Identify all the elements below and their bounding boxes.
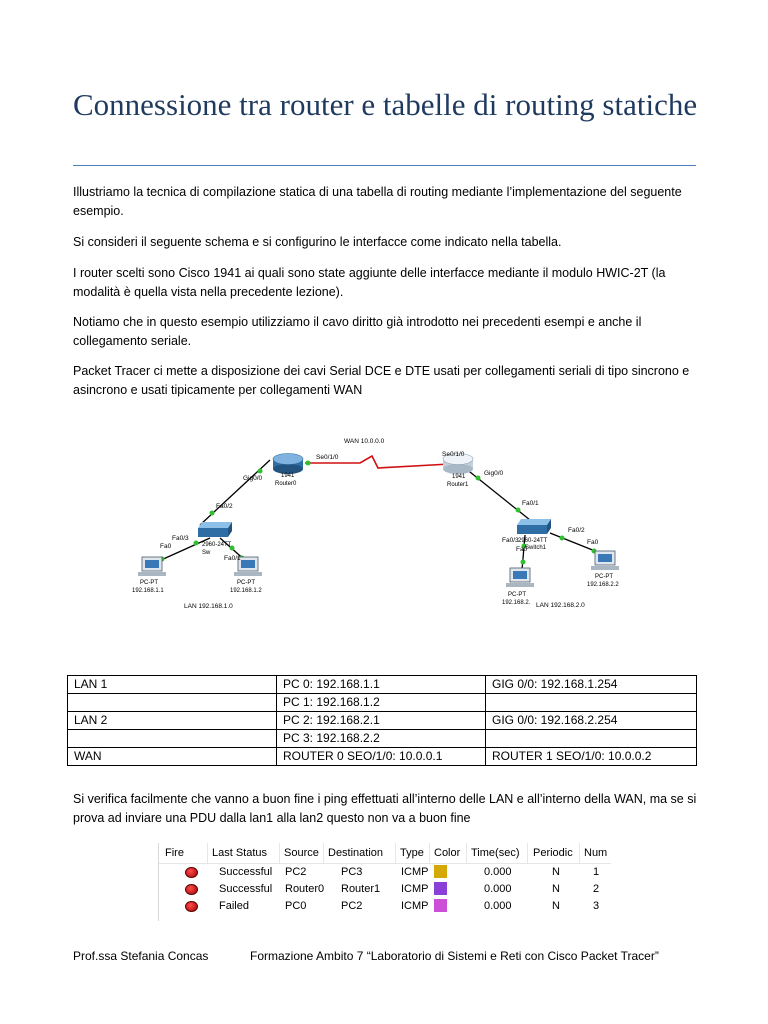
pdu-periodic: N xyxy=(552,866,560,878)
pc3-ip-label: 192.168.2.2 xyxy=(587,582,619,588)
pdu-color-swatch xyxy=(434,865,447,878)
address-table xyxy=(67,675,697,766)
paragraph-ping-result: Si verifica facilmente che vanno a buon fine i ping effettuati all’interno delle LAN e all’interno della WAN, ma se si prova ad inviare una PDU dalla lan1 alla lan2 questo non va a buon fine xyxy=(73,792,697,825)
address-table-cell: ROUTER 1 SEO/1/0: 10.0.0.2 xyxy=(486,748,697,766)
pdu-time: 0.000 xyxy=(484,883,512,895)
switch0-icon xyxy=(198,522,232,537)
col-num[interactable]: Num xyxy=(584,847,608,859)
router0-gig-label: Gig0/0 xyxy=(243,475,263,482)
pdu-destination: Router1 xyxy=(341,883,381,895)
pdu-row[interactable] xyxy=(159,864,611,880)
address-table-cell: WAN xyxy=(68,748,277,766)
address-table-cell xyxy=(68,730,277,748)
pdu-status: Failed xyxy=(219,900,249,912)
pc1-type-label: PC-PT xyxy=(237,580,255,586)
paragraph-intro: Illustriamo la tecnica di compilazione statica di una tabella di routing mediante l’implementazione del seguente esempio. xyxy=(73,185,682,218)
pdu-destination: PC3 xyxy=(341,866,363,878)
pdu-type: ICMP xyxy=(401,883,429,895)
pdu-num: 3 xyxy=(593,900,600,912)
pdu-row[interactable] xyxy=(159,898,611,914)
col-last-status[interactable]: Last Status xyxy=(212,847,268,859)
switch0-port-b-label: Fa0/1 xyxy=(224,555,241,562)
switch0-name-label: Sw xyxy=(202,550,211,556)
address-table-cell xyxy=(486,730,697,748)
pdu-periodic: N xyxy=(552,883,560,895)
network-topology-diagram xyxy=(120,430,660,615)
pdu-num: 2 xyxy=(593,883,600,895)
pdu-num: 1 xyxy=(593,866,600,878)
pdu-color-swatch xyxy=(434,882,447,895)
paragraph-routers: I router scelti sono Cisco 1941 ai quali sono state aggiunte delle interfacce mediante il modulo HWIC-2T (la modalità è quella vista nella precedente lezione). xyxy=(73,266,666,299)
address-table-cell: PC 1: 192.168.1.2 xyxy=(277,694,486,712)
pc2-port-label: Fa0 xyxy=(516,546,528,553)
pc2-icon xyxy=(506,568,534,587)
col-source[interactable]: Source xyxy=(284,847,319,859)
address-table-cell xyxy=(486,694,697,712)
pdu-list-panel xyxy=(158,843,611,921)
pc1-ip-label: 192.168.1.2 xyxy=(230,588,262,594)
address-table-row xyxy=(68,730,697,748)
fire-button-icon[interactable] xyxy=(185,884,198,895)
address-table-row xyxy=(68,748,697,766)
switch1-port-a-label: Fa0/3 xyxy=(502,537,519,544)
address-table-cell: GIG 0/0: 192.168.2.254 xyxy=(486,712,697,730)
router0-model-label: 1941 xyxy=(281,473,295,479)
paragraph-cable: Notiamo che in questo esempio utilizziamo il cavo diritto già introdotto nei precedenti esempi e anche il collegamento seriale. xyxy=(73,315,642,348)
pdu-type: ICMP xyxy=(401,900,429,912)
pdu-row[interactable] xyxy=(159,881,611,897)
router1-name-label: Router1 xyxy=(447,482,469,488)
footer-course: Formazione Ambito 7 “Laboratorio di Sistemi e Reti con Cisco Packet Tracer” xyxy=(250,949,659,963)
router1-model-label: 1941 xyxy=(452,474,466,480)
router1-serial-label: Se0/1/0 xyxy=(442,451,465,458)
pdu-source: PC2 xyxy=(285,866,307,878)
address-table-cell: PC 0: 192.168.1.1 xyxy=(277,676,486,694)
lan2-label: LAN 192.168.2.0 xyxy=(536,602,585,609)
pdu-source: Router0 xyxy=(285,883,325,895)
pdu-destination: PC2 xyxy=(341,900,363,912)
switch1-port-b-label: Fa0/2 xyxy=(568,527,585,534)
pdu-status: Successful xyxy=(219,883,273,895)
pc3-icon xyxy=(591,551,619,570)
router0-serial-label: Se0/1/0 xyxy=(316,454,339,461)
switch0-model-label: 2960-24TT xyxy=(202,542,232,548)
pdu-time: 0.000 xyxy=(484,900,512,912)
address-table-cell xyxy=(68,694,277,712)
switch0-uplink-label: Fa0/2 xyxy=(216,503,233,510)
paragraph-schema: Si consideri il seguente schema e si configurino le interfacce come indicato nella tabella. xyxy=(73,235,562,249)
pc0-port-label: Fa0 xyxy=(160,543,172,550)
pc0-icon xyxy=(138,557,166,576)
pc0-type-label: PC-PT xyxy=(140,580,158,586)
switch0-port-a-label: Fa0/3 xyxy=(172,535,189,542)
lan1-label: LAN 192.168.1.0 xyxy=(184,603,233,610)
pdu-type: ICMP xyxy=(401,866,429,878)
col-fire[interactable]: Fire xyxy=(165,847,184,859)
address-table-cell: PC 3: 192.168.2.2 xyxy=(277,730,486,748)
pc3-type-label: PC-PT xyxy=(595,574,613,580)
col-color[interactable]: Color xyxy=(434,847,461,859)
col-destination[interactable]: Destination xyxy=(328,847,384,859)
col-periodic[interactable]: Periodic xyxy=(533,847,573,859)
pdu-status: Successful xyxy=(219,866,273,878)
address-table-cell: GIG 0/0: 192.168.1.254 xyxy=(486,676,697,694)
fire-button-icon[interactable] xyxy=(185,901,198,912)
col-type[interactable]: Type xyxy=(400,847,424,859)
address-table-row xyxy=(68,694,697,712)
router1-gig-label: Gig0/0 xyxy=(484,470,504,477)
fire-button-icon[interactable] xyxy=(185,867,198,878)
switch1-icon xyxy=(517,519,551,534)
pc2-type-label: PC-PT xyxy=(508,592,526,598)
page-title: Connessione tra router e tabelle di routing statiche xyxy=(73,87,698,122)
switch1-uplink-label: Fa0/1 xyxy=(522,500,539,507)
address-table-cell: LAN 1 xyxy=(68,676,277,694)
pdu-color-swatch xyxy=(434,899,447,912)
address-table-cell: PC 2: 192.168.2.1 xyxy=(277,712,486,730)
pc0-ip-label: 192.168.1.1 xyxy=(132,588,164,594)
switch1-name-label: Switch1 xyxy=(525,545,547,551)
col-time[interactable]: Time(sec) xyxy=(471,847,520,859)
address-table-cell: LAN 2 xyxy=(68,712,277,730)
paragraph-serial: Packet Tracer ci mette a disposizione dei cavi Serial DCE e DTE usati per collegamenti seriali di tipo sincrono e asincrono e usati tipicamente per collegamenti WAN xyxy=(73,364,690,397)
pdu-time: 0.000 xyxy=(484,866,512,878)
router0-name-label: Router0 xyxy=(275,481,297,487)
address-table-row xyxy=(68,676,697,694)
title-underline xyxy=(73,165,696,166)
address-table-row xyxy=(68,712,697,730)
router0-icon xyxy=(273,454,303,475)
footer-author: Prof.ssa Stefania Concas xyxy=(73,949,209,963)
pdu-periodic: N xyxy=(552,900,560,912)
pc2-ip-label: 192.168.2. xyxy=(502,600,531,606)
pdu-source: PC0 xyxy=(285,900,307,912)
wan-label: WAN 10.0.0.0 xyxy=(344,438,385,445)
switch1-model-label: 2960-24TT xyxy=(518,538,548,544)
pdu-list-header xyxy=(159,843,611,864)
pc3-port-label: Fa0 xyxy=(587,539,599,546)
address-table-cell: ROUTER 0 SEO/1/0: 10.0.0.1 xyxy=(277,748,486,766)
